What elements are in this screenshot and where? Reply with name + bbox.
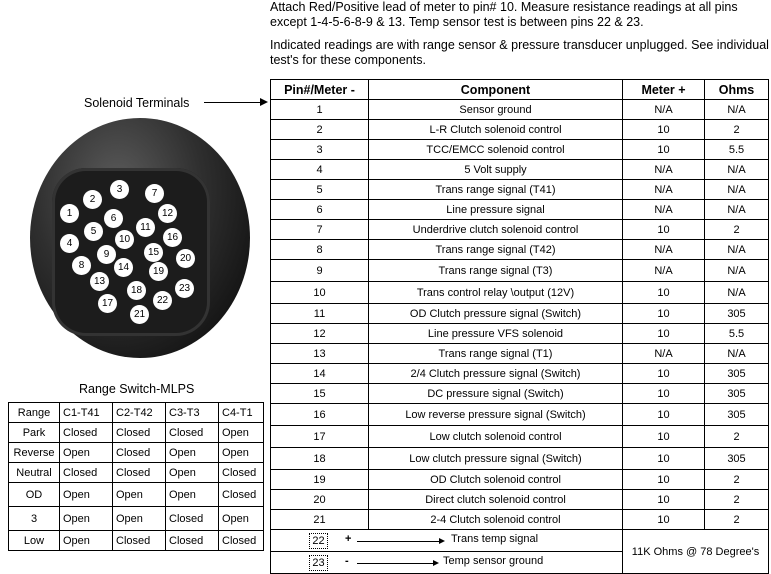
component-name: Trans range signal (T1) xyxy=(369,344,623,364)
meter-value: N/A xyxy=(623,180,705,200)
connector-pin: 2 xyxy=(83,190,102,209)
connector-pin: 15 xyxy=(144,243,163,262)
contact-state: Open xyxy=(166,443,219,463)
instructions xyxy=(270,0,770,76)
connector-pin: 3 xyxy=(110,180,129,199)
table-row-temp-22 xyxy=(271,530,769,552)
table-row xyxy=(271,404,769,426)
table-row xyxy=(271,364,769,384)
range-row xyxy=(9,531,264,551)
instruction-line-2: Indicated readings are with range sensor & pressure transducer unplugged. See individual test's for these components. xyxy=(270,38,769,67)
ohms-value: 2 xyxy=(705,470,769,490)
ohms-value: N/A xyxy=(705,240,769,260)
contact-state: Closed xyxy=(166,423,219,443)
range-name: Park xyxy=(9,423,60,443)
table-row xyxy=(271,100,769,120)
pin-number: 3 xyxy=(271,140,369,160)
table-row xyxy=(271,490,769,510)
range-name: Low xyxy=(9,531,60,551)
component-name: Underdrive clutch solenoid control xyxy=(369,220,623,240)
ohms-value: 5.5 xyxy=(705,140,769,160)
table-row xyxy=(271,282,769,304)
range-row xyxy=(9,443,264,463)
ohms-value: 2 xyxy=(705,426,769,448)
meter-value: 10 xyxy=(623,120,705,140)
meter-value: N/A xyxy=(623,200,705,220)
component-name: 2-4 Clutch solenoid control xyxy=(369,510,623,530)
pin-number: 17 xyxy=(271,426,369,448)
contact-state: Open xyxy=(166,463,219,483)
meter-value: N/A xyxy=(623,160,705,180)
pin-number: 6 xyxy=(271,200,369,220)
connector-pin: 21 xyxy=(130,305,149,324)
table-row xyxy=(271,384,769,404)
ohms-value: 305 xyxy=(705,364,769,384)
connector-pin: 7 xyxy=(145,184,164,203)
connector-pin: 5 xyxy=(84,222,103,241)
range-header-cell: C3-T3 xyxy=(166,403,219,423)
ohms-value: N/A xyxy=(705,282,769,304)
connector-pin: 16 xyxy=(163,228,182,247)
pin-number: 2 xyxy=(271,120,369,140)
component-name: Trans range signal (T3) xyxy=(369,260,623,282)
component-name: Low clutch pressure signal (Switch) xyxy=(369,448,623,470)
pin-number: 5 xyxy=(271,180,369,200)
component-name: Low reverse pressure signal (Switch) xyxy=(369,404,623,426)
range-name: Neutral xyxy=(9,463,60,483)
connector-pin: 1 xyxy=(60,204,79,223)
range-header-cell: Range xyxy=(9,403,60,423)
temp-ohms-cell xyxy=(623,530,769,574)
meter-value: 10 xyxy=(623,426,705,448)
instruction-line-1: Attach Red/Positive lead of meter to pin# 10. Measure resistance readings at all pins except 1-4-5-6-8-9 & 13. Temp sensor test is between pins 22 & 23. xyxy=(270,0,738,29)
table-row xyxy=(271,344,769,364)
meter-value: 10 xyxy=(623,304,705,324)
ohms-value: N/A xyxy=(705,200,769,220)
solenoid-terminals-label: Solenoid Terminals xyxy=(84,96,190,110)
connector-pin: 14 xyxy=(114,258,133,277)
table-row xyxy=(271,260,769,282)
contact-state: Open xyxy=(60,443,113,463)
ohms-value: 2 xyxy=(705,120,769,140)
range-name: 3 xyxy=(9,507,60,531)
pin-number: 15 xyxy=(271,384,369,404)
component-name: Direct clutch solenoid control xyxy=(369,490,623,510)
pin-box-22: 22 xyxy=(309,533,328,549)
table-row xyxy=(271,160,769,180)
range-header-cell: C1-T41 xyxy=(60,403,113,423)
range-switch-table xyxy=(8,402,264,551)
connector-pin: 19 xyxy=(149,262,168,281)
connector-pin: 13 xyxy=(90,272,109,291)
pin-number: 19 xyxy=(271,470,369,490)
pin-box-23: 23 xyxy=(309,555,328,571)
ohms-value: 305 xyxy=(705,404,769,426)
component-name: OD Clutch solenoid control xyxy=(369,470,623,490)
pin-number: 4 xyxy=(271,160,369,180)
meter-value: 10 xyxy=(623,364,705,384)
sign-minus: - xyxy=(345,555,349,567)
contact-state: Open xyxy=(60,531,113,551)
range-switch-title: Range Switch-MLPS xyxy=(79,382,195,396)
meter-value: 10 xyxy=(623,510,705,530)
range-name: Reverse xyxy=(9,443,60,463)
meter-value: N/A xyxy=(623,260,705,282)
component-name: Trans range signal (T41) xyxy=(369,180,623,200)
header-meter: Meter + xyxy=(623,80,705,100)
meter-value: 10 xyxy=(623,282,705,304)
table-row xyxy=(271,510,769,530)
table-row xyxy=(271,470,769,490)
contact-state: Open xyxy=(219,507,264,531)
connector-pin: 4 xyxy=(60,234,79,253)
table-row xyxy=(271,304,769,324)
contact-state: Open xyxy=(166,483,219,507)
component-name: TCC/EMCC solenoid control xyxy=(369,140,623,160)
pin-number: 9 xyxy=(271,260,369,282)
meter-value: 10 xyxy=(623,220,705,240)
range-name: OD xyxy=(9,483,60,507)
table-row xyxy=(271,240,769,260)
connector-pin: 8 xyxy=(72,256,91,275)
table-row xyxy=(271,220,769,240)
connector-pin: 9 xyxy=(97,245,116,264)
table-row xyxy=(271,140,769,160)
pin-number: 1 xyxy=(271,100,369,120)
pin-number: 16 xyxy=(271,404,369,426)
pin-number: 18 xyxy=(271,448,369,470)
connector-pin: 10 xyxy=(115,230,134,249)
arrow-23 xyxy=(357,563,437,564)
table-row xyxy=(271,426,769,448)
ohms-value: N/A xyxy=(705,344,769,364)
ohms-value: N/A xyxy=(705,100,769,120)
contact-state: Closed xyxy=(166,531,219,551)
ohms-value: 2 xyxy=(705,490,769,510)
header-ohms: Ohms xyxy=(705,80,769,100)
range-row xyxy=(9,483,264,507)
range-header-row xyxy=(9,403,264,423)
pin-number: 7 xyxy=(271,220,369,240)
meter-value: 10 xyxy=(623,404,705,426)
pin-number: 11 xyxy=(271,304,369,324)
ohms-value: N/A xyxy=(705,160,769,180)
contact-state: Open xyxy=(113,483,166,507)
connector-pin: 22 xyxy=(153,291,172,310)
ohms-value: 305 xyxy=(705,304,769,324)
meter-value: N/A xyxy=(623,344,705,364)
temp-ohms-value: 11K Ohms @ 78 Degree's xyxy=(631,545,760,558)
ohms-value: N/A xyxy=(705,260,769,282)
contact-state: Open xyxy=(60,507,113,531)
table-row xyxy=(271,200,769,220)
contact-state: Closed xyxy=(166,507,219,531)
component-name: Low clutch solenoid control xyxy=(369,426,623,448)
connector-pin: 11 xyxy=(136,218,155,237)
contact-state: Closed xyxy=(113,531,166,551)
range-row xyxy=(9,463,264,483)
sign-plus: + xyxy=(345,533,352,545)
temp-23-cell xyxy=(271,552,623,574)
component-name: Line pressure VFS solenoid xyxy=(369,324,623,344)
pin-number: 21 xyxy=(271,510,369,530)
component-name: 5 Volt supply xyxy=(369,160,623,180)
contact-state: Closed xyxy=(60,463,113,483)
component-name: Trans range signal (T42) xyxy=(369,240,623,260)
connector-pin: 18 xyxy=(127,281,146,300)
range-header-cell: C2-T42 xyxy=(113,403,166,423)
table-row xyxy=(271,448,769,470)
pin-number: 13 xyxy=(271,344,369,364)
connector-pin: 12 xyxy=(158,204,177,223)
table-header-row xyxy=(271,80,769,100)
contact-state: Closed xyxy=(219,463,264,483)
ohms-value: 305 xyxy=(705,384,769,404)
component-name: Trans control relay \output (12V) xyxy=(369,282,623,304)
temp-ground-label: Temp sensor ground xyxy=(443,555,544,567)
connector-pin: 20 xyxy=(176,249,195,268)
header-pin: Pin#/Meter - xyxy=(271,80,369,100)
pin-number: 10 xyxy=(271,282,369,304)
contact-state: Open xyxy=(113,507,166,531)
meter-value: 10 xyxy=(623,384,705,404)
pin-resistance-table xyxy=(270,79,769,574)
contact-state: Closed xyxy=(113,443,166,463)
meter-value: 10 xyxy=(623,448,705,470)
ohms-value: 2 xyxy=(705,220,769,240)
pin-number: 8 xyxy=(271,240,369,260)
table-row xyxy=(271,180,769,200)
contact-state: Open xyxy=(219,443,264,463)
pin-number: 14 xyxy=(271,364,369,384)
contact-state: Closed xyxy=(113,423,166,443)
component-name: DC pressure signal (Switch) xyxy=(369,384,623,404)
contact-state: Closed xyxy=(219,483,264,507)
pin-number: 20 xyxy=(271,490,369,510)
temp-22-cell xyxy=(271,530,623,552)
pointer-arrow xyxy=(204,102,266,103)
ohms-value: 5.5 xyxy=(705,324,769,344)
temp-signal-label: Trans temp signal xyxy=(451,533,539,545)
contact-state: Closed xyxy=(219,531,264,551)
meter-value: 10 xyxy=(623,490,705,510)
ohms-value: 2 xyxy=(705,510,769,530)
pin-number: 12 xyxy=(271,324,369,344)
contact-state: Open xyxy=(60,483,113,507)
component-name: Sensor ground xyxy=(369,100,623,120)
meter-value: 10 xyxy=(623,324,705,344)
ohms-value: N/A xyxy=(705,180,769,200)
contact-state: Closed xyxy=(113,463,166,483)
range-row xyxy=(9,423,264,443)
component-name: Line pressure signal xyxy=(369,200,623,220)
contact-state: Open xyxy=(219,423,264,443)
meter-value: 10 xyxy=(623,470,705,490)
table-row xyxy=(271,120,769,140)
component-name: L-R Clutch solenoid control xyxy=(369,120,623,140)
meter-value: N/A xyxy=(623,240,705,260)
component-name: 2/4 Clutch pressure signal (Switch) xyxy=(369,364,623,384)
component-name: OD Clutch pressure signal (Switch) xyxy=(369,304,623,324)
range-header-cell: C4-T1 xyxy=(219,403,264,423)
range-row xyxy=(9,507,264,531)
connector-pin: 17 xyxy=(98,294,117,313)
connector-pin: 23 xyxy=(175,279,194,298)
header-component: Component xyxy=(369,80,623,100)
table-row xyxy=(271,324,769,344)
meter-value: 10 xyxy=(623,140,705,160)
meter-value: N/A xyxy=(623,100,705,120)
contact-state: Closed xyxy=(60,423,113,443)
arrow-22 xyxy=(357,541,443,542)
ohms-value: 305 xyxy=(705,448,769,470)
connector-pin: 6 xyxy=(104,209,123,228)
